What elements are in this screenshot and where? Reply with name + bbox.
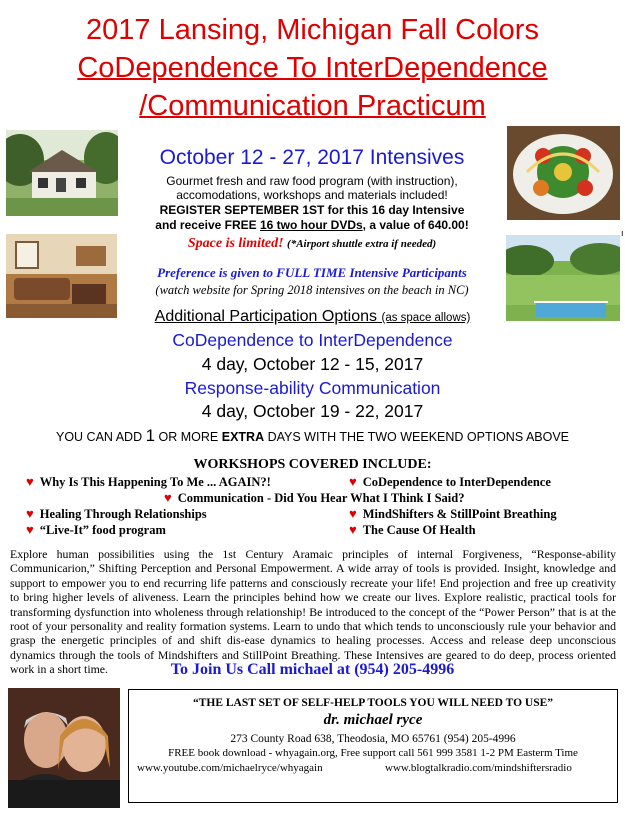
workshop-item: ♥ MindShifters & StillPoint Breathing xyxy=(349,506,557,521)
title-line-3: /Communication Practicum xyxy=(139,90,486,122)
workshops-heading: WORKSHOPS COVERED INCLUDE: xyxy=(193,457,432,472)
food-program-line: Gourmet fresh and raw food program (with instruction), xyxy=(166,174,458,188)
title-line-2: CoDependence To InterDependence xyxy=(77,52,548,84)
title-line-1: 2017 Lansing, Michigan Fall Colors xyxy=(86,14,539,46)
accommodations-line: accomodations, workshops and materials included! xyxy=(176,188,448,202)
intensive-dates: October 12 - 27, 2017 Intensives xyxy=(159,146,465,169)
youtube-link[interactable]: www.youtube.com/michaelryce/whyagain xyxy=(137,762,323,774)
workshop-item: ♥ Healing Through Relationships xyxy=(26,506,207,521)
contact-box xyxy=(128,689,618,803)
workshop-item: ♥ “Live-It” food program xyxy=(26,522,166,537)
option-codependence-dates: 4 day, October 12 - 15, 2017 xyxy=(201,354,424,374)
food-photo xyxy=(507,126,620,220)
author-name: dr. michael ryce xyxy=(323,712,423,728)
heart-icon: ♥ xyxy=(26,506,34,521)
workshop-item: ♥ CoDependence to InterDependence xyxy=(349,474,551,489)
heart-icon: ♥ xyxy=(349,522,357,537)
option-communication-dates: 4 day, October 19 - 22, 2017 xyxy=(201,401,424,421)
register-line: REGISTER SEPTEMBER 1ST for this 16 day Intensive xyxy=(159,203,465,217)
house-photo xyxy=(6,130,118,216)
heart-icon: ♥ xyxy=(164,490,172,505)
free-book-line: FREE book download - whyagain.org, Free support call 561 999 3581 1-2 PM Easterm Time xyxy=(168,747,578,759)
heart-icon: ♥ xyxy=(26,522,34,537)
heart-icon: ♥ xyxy=(349,474,357,489)
preference-line: Preference is given to FULL TIME Intensive Participants xyxy=(157,265,467,280)
description-paragraph: Explore human possibilities using the 1st Century Aramaic principles of internal Forgiveness, “Response-ability Communicarion,” Shifting Perception and Personal Empowerment. A wide array of tools is provided. Insight, knowledge and support to empower you to end recurring life patterns and consciously recreate your life! End projection and free up creativity to bring higher levels of aliveness. Learn the principles behind how we create our lives. Explore realistic, practical tools for transforming dysfunction into wholeness through relationship! Be introduced to the concept of the “Power Person” that is at the root of your personality and reality formation systems. Learn to undo that which tends to unconsciously rule your behavior and grasp the energetic principles of and shift dis-ease dynamics to healing processes. Access and release deep unconscious dynamics through the tools of Mindshifters and StillPoint Breathing. These Intensives are geared to do deep, process oriented work in a short time. xyxy=(10,547,616,677)
watch-website-line: (watch website for Spring 2018 intensives on the beach in NC) xyxy=(155,283,469,297)
option-communication-title: Response-ability Communication xyxy=(184,378,441,398)
heart-icon: ♥ xyxy=(26,474,34,489)
heart-icon: ♥ xyxy=(349,506,357,521)
tagline: “THE LAST SET OF SELF-HELP TOOLS YOU WILL NEED TO USE” xyxy=(192,697,554,709)
space-limited-line: Space is limited! (*Airport shuttle extra if needed) xyxy=(187,236,437,251)
option-codependence-title: CoDependence to InterDependence xyxy=(172,330,453,350)
extra-days-line: YOU CAN ADD 1 OR MORE EXTRA DAYS WITH THE TWO WEEKEND OPTIONS ABOVE xyxy=(55,426,570,445)
living-room-photo xyxy=(6,234,117,318)
free-dvds-line: and receive FREE 16 two hour DVDs, a value of 640.00! xyxy=(155,218,469,232)
additional-options-heading: Additional Participation Options (as space allows) xyxy=(154,308,471,325)
photo-marker: ı xyxy=(621,228,624,238)
couple-photo xyxy=(8,688,120,808)
workshop-item: ♥ The Cause Of Health xyxy=(349,522,476,537)
address-line: 273 County Road 638, Theodosia, MO 65761 (954) 205-4996 xyxy=(230,733,516,745)
blogtalkradio-link[interactable]: www.blogtalkradio.com/mindshiftersradio xyxy=(385,762,572,774)
workshop-item: ♥ Why Is This Happening To Me ... AGAIN?! xyxy=(26,474,271,489)
call-to-action: To Join Us Call michael at (954) 205-4996 xyxy=(170,661,455,678)
workshop-item: ♥ Communication - Did You Hear What I Think I Said? xyxy=(164,490,465,505)
